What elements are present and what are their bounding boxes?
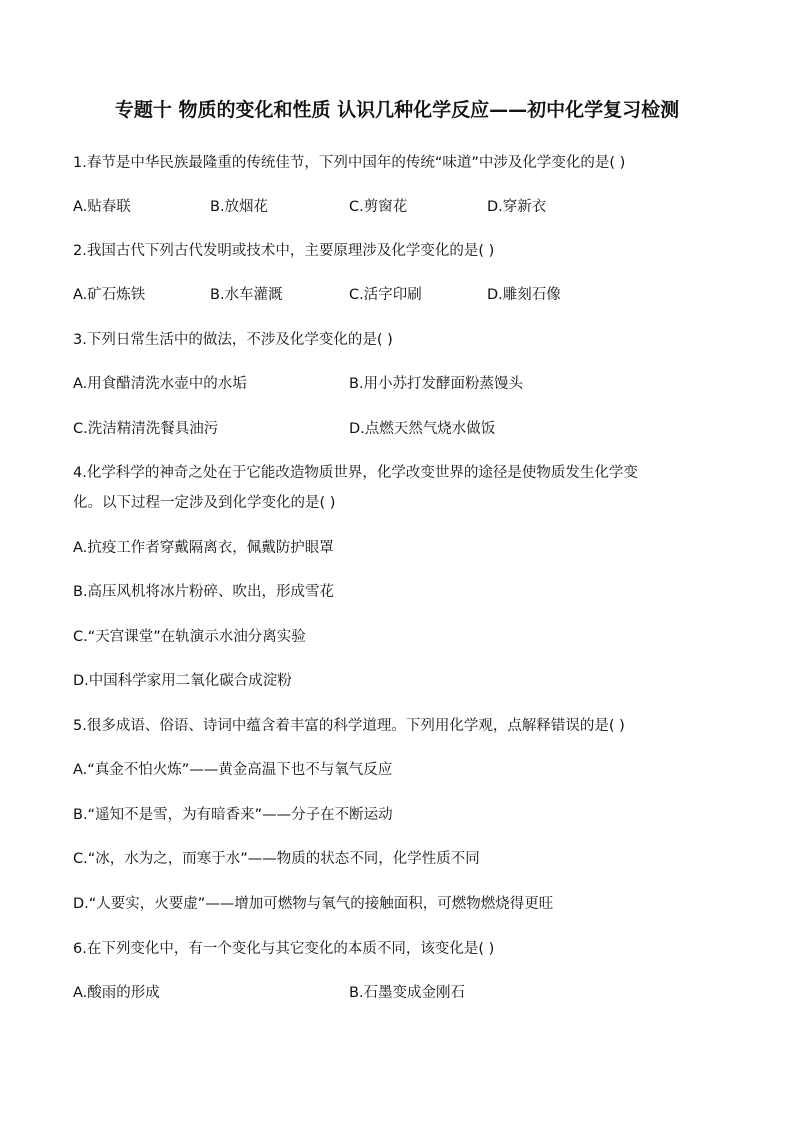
question-1-option-d: D.穿新衣	[487, 199, 547, 215]
question-5-option-b: B.“遥知不是雪，为有暗香来”——分子在不断运动	[73, 807, 393, 823]
question-2-option-a: A.矿石炼铁	[73, 287, 146, 303]
question-3-stem: 3.下列日常生活中的做法，不涉及化学变化的是( )	[73, 332, 393, 348]
question-5-option-a: A.“真金不怕火炼”——黄金高温下也不与氧气反应	[73, 762, 393, 778]
question-2-option-c: C.活字印刷	[349, 287, 422, 303]
question-3-option-a: A.用食醋清洗水壶中的水垢	[73, 376, 247, 392]
question-5-option-d: D.“人要实，火要虚”——增加可燃物与氧气的接触面积，可燃物燃烧得更旺	[73, 896, 554, 912]
question-3-option-d: D.点燃天然气烧水做饭	[349, 421, 496, 437]
question-4-option-a: A.抗疫工作者穿戴隔离衣，佩戴防护眼罩	[73, 540, 334, 556]
page-title: 专题十 物质的变化和性质 认识几种化学反应——初中化学复习检测	[114, 99, 680, 121]
question-1-stem: 1.春节是中华民族最隆重的传统佳节，下列中国年的传统“味道”中涉及化学变化的是( )	[73, 155, 626, 171]
question-4-option-d: D.中国科学家用二氧化碳合成淀粉	[73, 673, 292, 689]
question-3-option-b: B.用小苏打发酵面粉蒸馒头	[349, 376, 524, 392]
question-2-stem: 2.我国古代下列古代发明或技术中，主要原理涉及化学变化的是( )	[73, 243, 495, 259]
question-4-stem-line-2: 化。以下过程一定涉及到化学变化的是( )	[73, 495, 336, 511]
question-1-option-a: A.贴春联	[73, 199, 131, 215]
question-5-option-c: C.“冰，水为之，而寒于水”——物质的状态不同，化学性质不同	[73, 851, 480, 867]
question-1-option-b: B.放烟花	[210, 199, 269, 215]
question-3-option-c: C.洗洁精清洗餐具油污	[73, 421, 219, 437]
question-2-option-d: D.雕刻石像	[487, 287, 561, 303]
question-6-option-b: B.石墨变成金刚石	[349, 985, 466, 1001]
question-1-option-c: C.剪窗花	[349, 199, 408, 215]
question-4-option-c: C.“天宫课堂”在轨演示水油分离实验	[73, 629, 306, 645]
question-6-stem: 6.在下列变化中，有一个变化与其它变化的本质不同，该变化是( )	[73, 941, 495, 957]
question-4-option-b: B.高压风机将冰片粉碎、吹出，形成雪花	[73, 584, 335, 600]
question-5-stem: 5.很多成语、俗语、诗词中蕴含着丰富的科学道理。下列用化学观，点解释错误的是( )	[73, 718, 625, 734]
question-4-stem-line-1: 4.化学科学的神奇之处在于它能改造物质世界，化学改变世界的途径是使物质发生化学变	[73, 465, 638, 481]
question-2-option-b: B.水车灌溉	[210, 287, 283, 303]
question-6-option-a: A.酸雨的形成	[73, 985, 160, 1001]
